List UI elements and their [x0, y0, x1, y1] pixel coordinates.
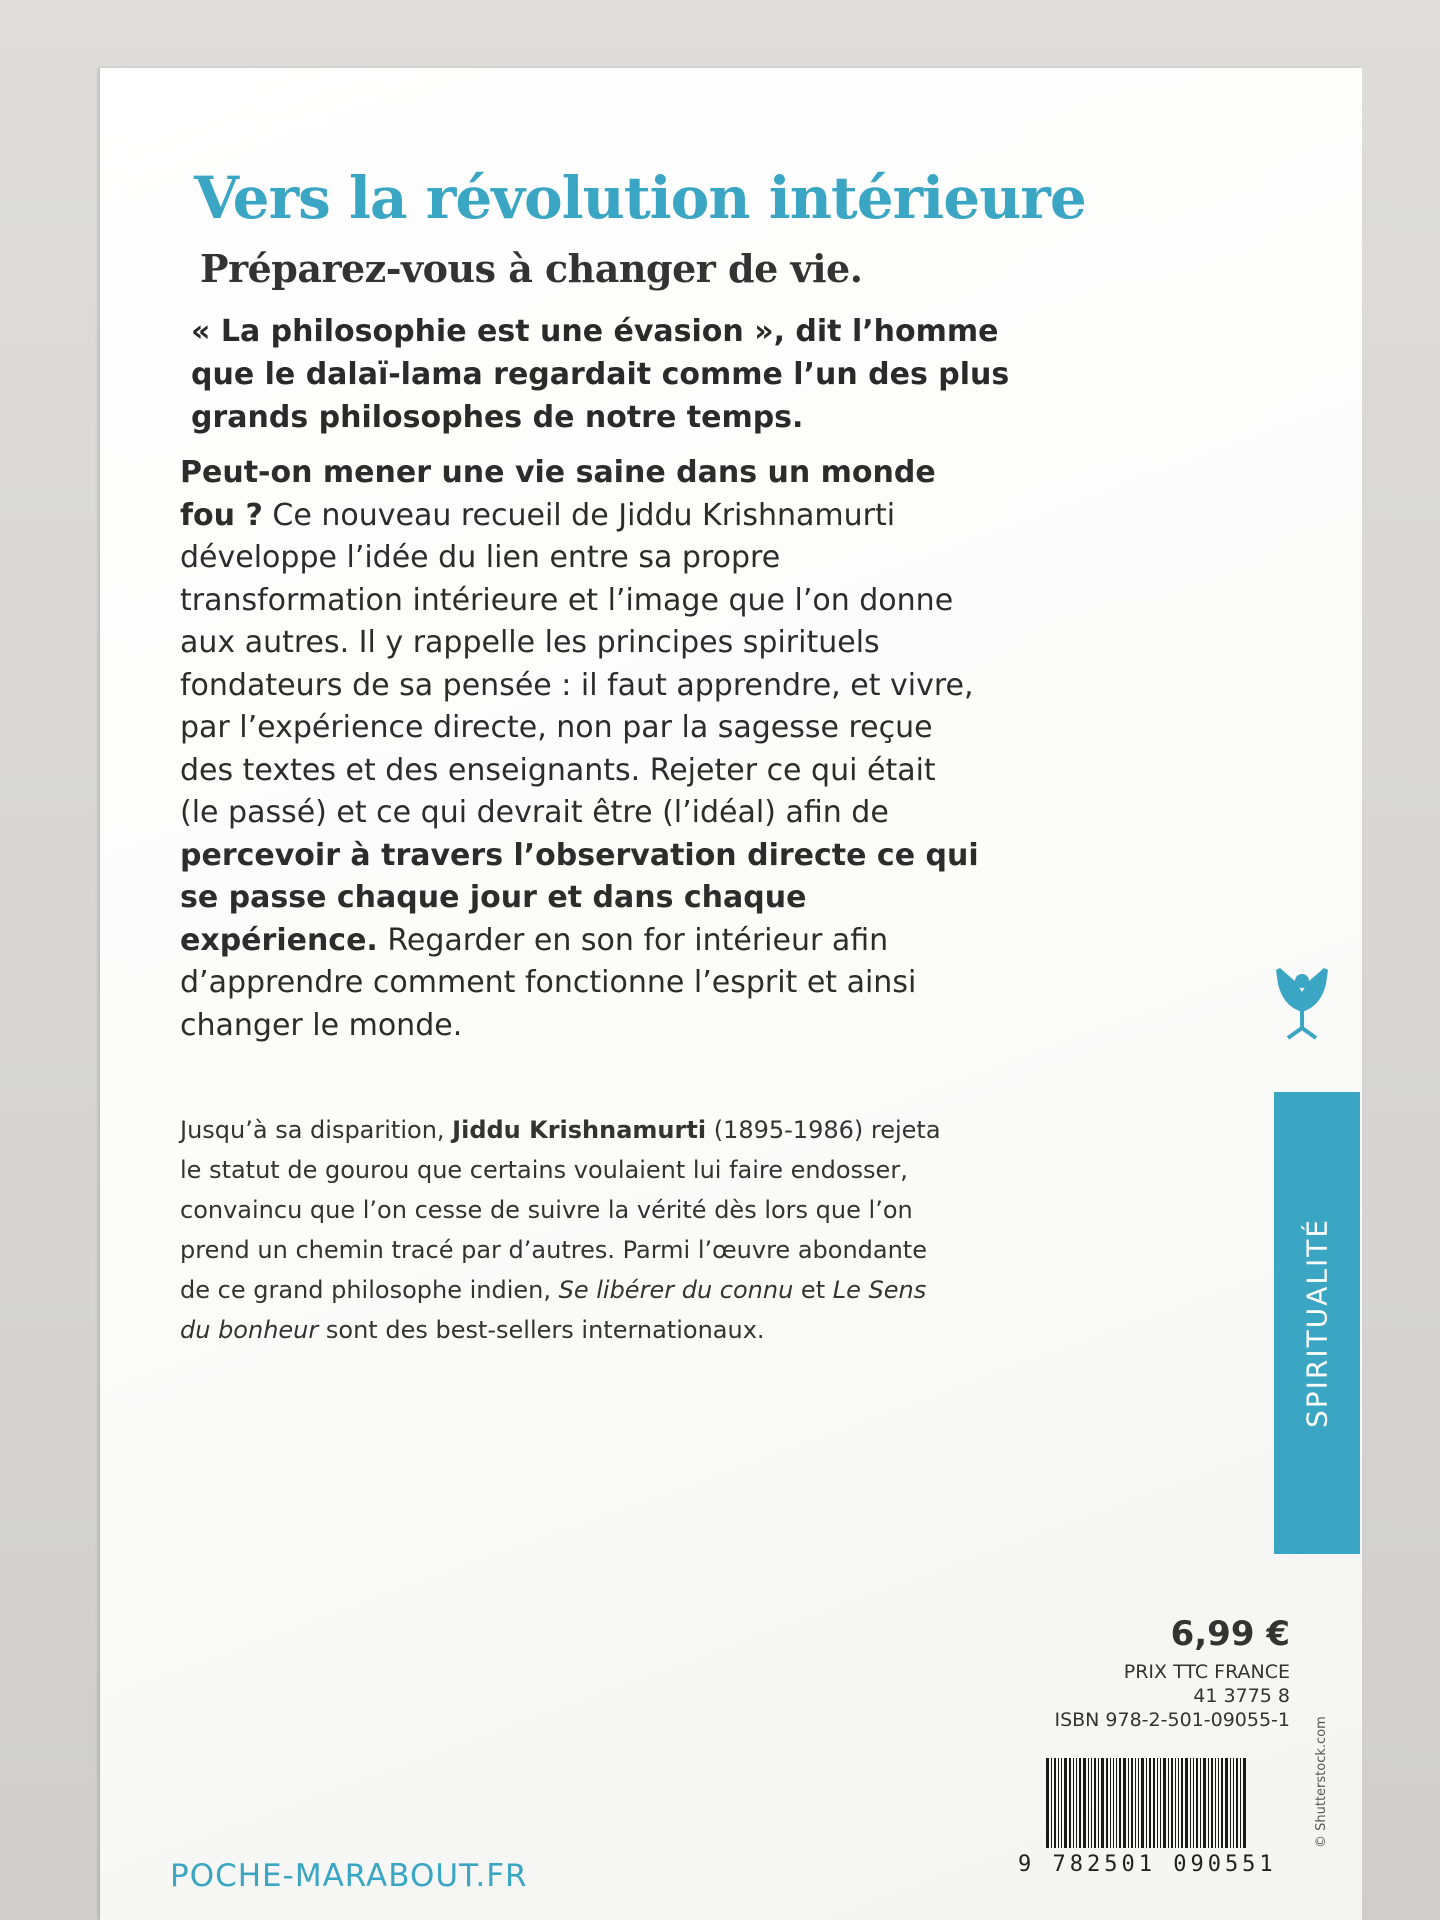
pull-quote-line: que le dalaï-lama regardait comme l’un des plus: [191, 357, 1010, 392]
product-code: 41 3775 8: [1193, 1685, 1290, 1707]
isbn: ISBN 978-2-501-09055-1: [1054, 1709, 1290, 1731]
barcode-stripe: [1221, 1758, 1223, 1848]
book-reference: du bonheur: [180, 1316, 319, 1344]
barcode-stripe: [1168, 1758, 1169, 1848]
barcode-stripe: [1243, 1758, 1246, 1848]
website-link[interactable]: POCHE-MARABOUT.FR: [170, 1858, 528, 1894]
barcode-stripe: [1069, 1758, 1071, 1848]
barcode: [1046, 1756, 1296, 1848]
blurb-line: [180, 835, 1240, 878]
barcode-stripe: [1076, 1758, 1077, 1848]
blurb-bold: Peut-on mener une vie saine dans un monde: [180, 455, 936, 490]
publisher-logo-icon: [1272, 964, 1332, 1042]
blurb-line: (le passé) et ce qui devrait être (l’idéal) afin de: [180, 795, 889, 830]
barcode-stripe: [1171, 1758, 1173, 1848]
barcode-stripe: [1079, 1758, 1081, 1848]
blurb-line: aux autres. Il y rappelle les principes spirituels: [180, 625, 880, 660]
barcode-stripe: [1073, 1758, 1074, 1848]
barcode-stripe: [1203, 1758, 1206, 1848]
blurb-line: des textes et des enseignants. Rejeter ce qui était: [180, 752, 936, 788]
price-label: PRIX TTC FRANCE: [1123, 1661, 1290, 1683]
barcode-stripe: [1141, 1758, 1144, 1848]
barcode-stripe: [1116, 1758, 1117, 1848]
barcode-stripe: [1175, 1758, 1176, 1848]
barcode-stripe: [1098, 1758, 1099, 1848]
blurb-line: transformation intérieure et l’image que l’on donne: [180, 582, 954, 618]
pull-quote-line: « La philosophie est une évasion », dit l’homme: [191, 314, 999, 349]
barcode-stripe: [1113, 1758, 1114, 1848]
book-title: Vers la révolution intérieure: [194, 164, 1086, 232]
bio-line: [180, 1110, 1180, 1150]
book-subtitle: Préparez-vous à changer de vie.: [200, 246, 863, 291]
blurb-text: Ce nouveau recueil de Jiddu Krishnamurti: [262, 497, 896, 533]
barcode-stripe: [1230, 1758, 1231, 1848]
barcode-stripe: [1153, 1758, 1155, 1848]
barcode-stripe: [1046, 1758, 1049, 1848]
blurb-bold: expérience.: [180, 922, 378, 958]
book-back-cover: [100, 68, 1362, 1920]
book-reference: Le Sens: [832, 1276, 927, 1304]
barcode-stripe: [1101, 1758, 1104, 1848]
blurb-line: [180, 452, 1240, 495]
barcode-stripe: [1225, 1758, 1228, 1848]
author-bio: [180, 1110, 1180, 1350]
pull-quote: [191, 310, 1211, 439]
bio-text: (1895-1986) rejeta: [706, 1116, 941, 1144]
bio-line: [180, 1310, 1180, 1350]
barcode-stripe: [1128, 1758, 1129, 1848]
blurb-line: [180, 877, 1240, 920]
blurb-bold: percevoir à travers l’observation directe ce qui: [180, 837, 979, 873]
barcode-stripe: [1091, 1758, 1092, 1848]
barcode-stripe: [1160, 1758, 1161, 1848]
price-info: [1040, 1660, 1290, 1732]
barcode-stripe: [1181, 1758, 1183, 1848]
barcode-stripe: [1058, 1758, 1059, 1848]
bio-line: prend un chemin tracé par d’autres. Parmi l’œuvre abondante: [180, 1236, 927, 1264]
barcode-stripe: [1178, 1758, 1179, 1848]
blurb-line: [180, 495, 1240, 538]
blurb-paragraph: [180, 452, 1240, 1047]
blurb-bold: se passe chaque jour et dans chaque: [180, 880, 807, 915]
barcode-stripe: [1240, 1758, 1241, 1848]
barcode-stripe: [1190, 1758, 1191, 1848]
blurb-line: [180, 920, 1240, 963]
barcode-stripe: [1110, 1758, 1111, 1848]
barcode-stripe: [1061, 1758, 1062, 1848]
blurb-text: Regarder en son for intérieur afin: [377, 922, 889, 958]
barcode-number: 9 782501 090551: [1018, 1852, 1277, 1877]
bio-line: le statut de gourou que certains voulaient lui faire endosser,: [180, 1156, 908, 1184]
barcode-stripe: [1094, 1758, 1096, 1848]
barcode-stripe: [1119, 1758, 1121, 1848]
bio-text: de ce grand philosophe indien,: [180, 1276, 559, 1304]
price: 6,99 €: [1170, 1614, 1290, 1654]
barcode-stripe: [1106, 1758, 1108, 1848]
barcode-stripe: [1196, 1758, 1198, 1848]
blurb-line: changer le monde.: [180, 1007, 463, 1043]
blurb-bold: fou ?: [180, 497, 263, 533]
barcode-stripe: [1233, 1758, 1234, 1848]
bio-line: convaincu que l’on cesse de suivre la vérité dès lors que l’on: [180, 1196, 913, 1224]
bio-text: et: [793, 1276, 833, 1304]
barcode-stripe: [1146, 1758, 1147, 1848]
book-reference: Se libérer du connu: [558, 1276, 794, 1304]
barcode-stripe: [1051, 1758, 1052, 1848]
barcode-stripe: [1218, 1758, 1219, 1848]
barcode-stripe: [1236, 1758, 1238, 1848]
barcode-stripe: [1185, 1758, 1188, 1848]
barcode-stripe: [1064, 1758, 1067, 1848]
barcode-stripe: [1123, 1758, 1126, 1848]
barcode-stripe: [1088, 1758, 1089, 1848]
barcode-stripe: [1208, 1758, 1209, 1848]
blurb-line: fondateurs de sa pensée : il faut apprendre, et vivre,: [180, 667, 974, 703]
barcode-stripe: [1163, 1758, 1166, 1848]
bio-text: Jusqu’à sa disparition,: [180, 1116, 453, 1144]
barcode-stripe: [1131, 1758, 1133, 1848]
blurb-line: développe l’idée du lien entre sa propre: [180, 540, 781, 575]
bio-line: [180, 1270, 1180, 1310]
barcode-stripe: [1149, 1758, 1151, 1848]
barcode-stripe: [1193, 1758, 1194, 1848]
barcode-stripe: [1211, 1758, 1213, 1848]
category-tag: [1274, 1092, 1360, 1554]
blurb-line: par l’expérience directe, non par la sagesse reçue: [180, 710, 933, 745]
bio-text: sont des best-sellers internationaux.: [318, 1316, 765, 1344]
barcode-stripe: [1157, 1758, 1158, 1848]
category-label: SPIRITUALITÉ: [1300, 1217, 1334, 1429]
barcode-stripe: [1083, 1758, 1086, 1848]
pull-quote-line: grands philosophes de notre temps.: [191, 400, 804, 435]
barcode-stripe: [1200, 1758, 1201, 1848]
barcode-stripe: [1054, 1758, 1056, 1848]
barcode-stripe: [1135, 1758, 1136, 1848]
barcode-stripe: [1138, 1758, 1139, 1848]
blurb-line: d’apprendre comment fonctionne l’esprit et ainsi: [180, 965, 917, 1000]
author-name: Jiddu Krishnamurti: [452, 1116, 707, 1144]
photo-credit: © Shutterstock.com: [1314, 1716, 1329, 1848]
barcode-stripe: [1215, 1758, 1216, 1848]
